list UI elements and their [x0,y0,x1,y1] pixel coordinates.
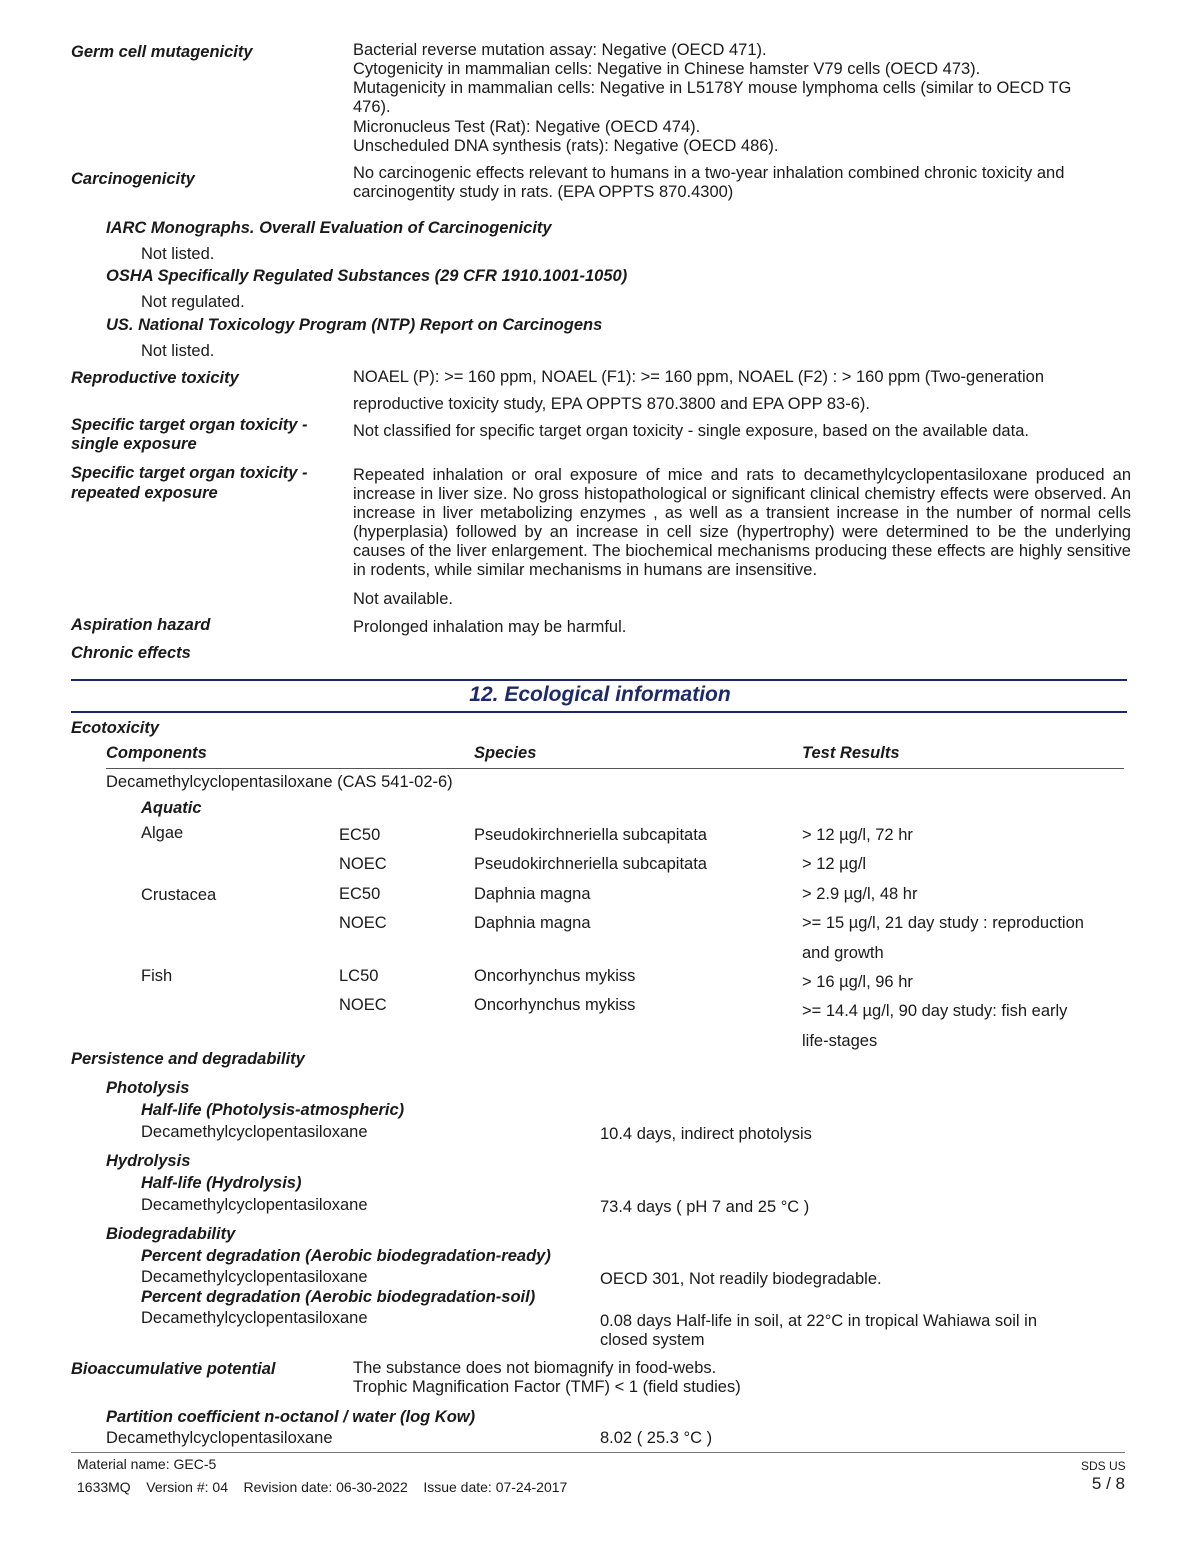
reproductive-toxicity-line: reproductive toxicity study, EPA OPPTS 870.3800 and EPA OPP 83-6). [353,395,870,413]
test-result: > 12 µg/l, 72 hr [802,826,913,844]
species-name: Pseudokirchneriella subcapitata [474,826,707,844]
test-type: NOEC [339,996,387,1014]
ecotoxicity-label: Ecotoxicity [71,719,160,737]
bioaccumulative-line: The substance does not biomagnify in food-webs. [353,1359,717,1377]
species-name: Daphnia magna [474,914,591,932]
organism-group: Crustacea [141,886,217,904]
carcinogenicity-label: Carcinogenicity [71,170,195,188]
aerobic-soil-value: 0.08 days Half-life in soil, at 22°C in tropical Wahiawa soil in [600,1312,1038,1330]
aerobic-soil-substance: Decamethylcyclopentasiloxane [141,1309,368,1327]
footer-page-number: 5 / 8 [1091,1474,1125,1493]
germ-cell-line: Unscheduled DNA synthesis (rats): Negative (OECD 486). [353,137,779,155]
header-species: Species [474,744,537,762]
aerobic-soil-label: Percent degradation (Aerobic biodegradation-soil) [141,1288,536,1306]
osha-value: Not regulated. [141,293,245,311]
species-name: Oncorhynchus mykiss [474,967,636,985]
test-result: > 12 µg/l [802,855,867,873]
section-12-title: 12. Ecological information [469,683,731,706]
bioaccumulative-line: Trophic Magnification Factor (TMF) < 1 (field studies) [353,1378,741,1396]
hydrolysis-label: Hydrolysis [106,1152,191,1170]
species-name: Pseudokirchneriella subcapitata [474,855,707,873]
photolysis-substance: Decamethylcyclopentasiloxane [141,1123,368,1141]
hydrolysis-substance: Decamethylcyclopentasiloxane [141,1196,368,1214]
hydrolysis-value: 73.4 days ( pH 7 and 25 °C ) [600,1198,810,1216]
test-result: >= 15 µg/l, 21 day study : reproduction [802,914,1084,932]
test-type: EC50 [339,826,381,844]
test-result: > 2.9 µg/l, 48 hr [802,885,918,903]
ntp-value: Not listed. [141,342,215,360]
test-type: NOEC [339,855,387,873]
component-name: Decamethylcyclopentasiloxane (CAS 541-02-6) [106,773,453,791]
persistence-label: Persistence and degradability [71,1050,305,1068]
test-type: EC50 [339,885,381,903]
carcinogenicity-line: carcinogentity study in rats. (EPA OPPTS 870.4300) [353,183,734,201]
footer-material-name: Material name: GEC-5 [77,1456,217,1472]
partition-substance: Decamethylcyclopentasiloxane [106,1429,333,1447]
test-result-continued: life-stages [802,1032,878,1050]
table-header-rule [106,768,1124,769]
organism-group: Fish [141,967,173,985]
photolysis-value: 10.4 days, indirect photolysis [600,1125,812,1143]
partition-value: 8.02 ( 25.3 °C ) [600,1429,713,1447]
section-rule-top [71,679,1127,681]
carcinogenicity-line: No carcinogenic effects relevant to humans in a two-year inhalation combined chronic toxicity and [353,164,1065,182]
osha-label: OSHA Specifically Regulated Substances (29 CFR 1910.1001-1050) [106,267,628,285]
germ-cell-line: Mutagenicity in mammalian cells: Negative in L5178Y mouse lymphoma cells (similar to OECD TG [353,79,1072,97]
test-result: >= 14.4 µg/l, 90 day study: fish early [802,1002,1068,1020]
reproductive-toxicity-label: Reproductive toxicity [71,369,239,387]
germ-cell-line: 476). [353,98,391,116]
stot-repeated-label: Specific target organ toxicity - [71,464,308,482]
aerobic-soil-value: closed system [600,1331,705,1349]
stot-repeated-label: repeated exposure [71,484,218,502]
reproductive-toxicity-line: NOAEL (P): >= 160 ppm, NOAEL (F1): >= 160 ppm, NOAEL (F2) : > 160 ppm (Two-generation [353,368,1045,386]
iarc-value: Not listed. [141,245,215,263]
header-components: Components [106,744,207,762]
aquatic-label: Aquatic [141,799,202,817]
stot-repeated-value: Repeated inhalation or oral exposure of mice and rats to decamethylcyclopentasiloxane produced an increase in liver size. No gross histopathological or significant clinical chemistry effects were observed. An increase in liver metabolizing enzymes , as well as a transient increase in the number of normal cells (hyperplasia) followed by an increase in cell size (hypertrophy) were determined to be the underlying causes of the liver enlargement. The biochemical mechanisms producing these effects are highly sensitive in rodents, while similar mechanisms in humans are insensitive. [353,466,1131,579]
aspiration-hazard-label: Aspiration hazard [71,616,211,634]
aerobic-ready-substance: Decamethylcyclopentasiloxane [141,1268,368,1286]
germ-cell-line: Cytogenicity in mammalian cells: Negative in Chinese hamster V79 cells (OECD 473). [353,60,981,78]
species-name: Daphnia magna [474,885,591,903]
test-type: LC50 [339,967,379,985]
ntp-label: US. National Toxicology Program (NTP) Report on Carcinogens [106,316,603,334]
stot-single-label: single exposure [71,435,197,453]
section-rule-bottom [71,711,1127,713]
germ-cell-line: Bacterial reverse mutation assay: Negative (OECD 471). [353,41,767,59]
aerobic-ready-label: Percent degradation (Aerobic biodegradation-ready) [141,1247,551,1265]
organism-group: Algae [141,824,184,842]
stot-repeated-not-available: Not available. [353,590,453,608]
chronic-effects-label: Chronic effects [71,644,191,662]
header-test-results: Test Results [802,744,900,762]
biodegradability-label: Biodegradability [106,1225,236,1243]
test-result: > 16 µg/l, 96 hr [802,973,913,991]
test-type: NOEC [339,914,387,932]
footer-rule [71,1452,1125,1453]
species-name: Oncorhynchus mykiss [474,996,636,1014]
germ-cell-line: Micronucleus Test (Rat): Negative (OECD 474). [353,118,701,136]
footer-sds-label: SDS US [1081,1459,1126,1473]
stot-single-label: Specific target organ toxicity - [71,416,308,434]
hydrolysis-halflife-label: Half-life (Hydrolysis) [141,1174,302,1192]
test-result-continued: and growth [802,944,884,962]
stot-single-value: Not classified for specific target organ toxicity - single exposure, based on the available data. [353,422,1029,440]
photolysis-label: Photolysis [106,1079,190,1097]
aerobic-ready-value: OECD 301, Not readily biodegradable. [600,1270,882,1288]
photolysis-halflife-label: Half-life (Photolysis-atmospheric) [141,1101,405,1119]
aspiration-hazard-value: Prolonged inhalation may be harmful. [353,618,627,636]
bioaccumulative-label: Bioaccumulative potential [71,1360,276,1378]
footer-document-info: 1633MQ Version #: 04 Revision date: 06-30-2022 Issue date: 07-24-2017 [77,1479,568,1495]
germ-cell-label: Germ cell mutagenicity [71,43,253,61]
iarc-label: IARC Monographs. Overall Evaluation of Carcinogenicity [106,219,552,237]
partition-coefficient-label: Partition coefficient n-octanol / water (log Kow) [106,1408,476,1426]
